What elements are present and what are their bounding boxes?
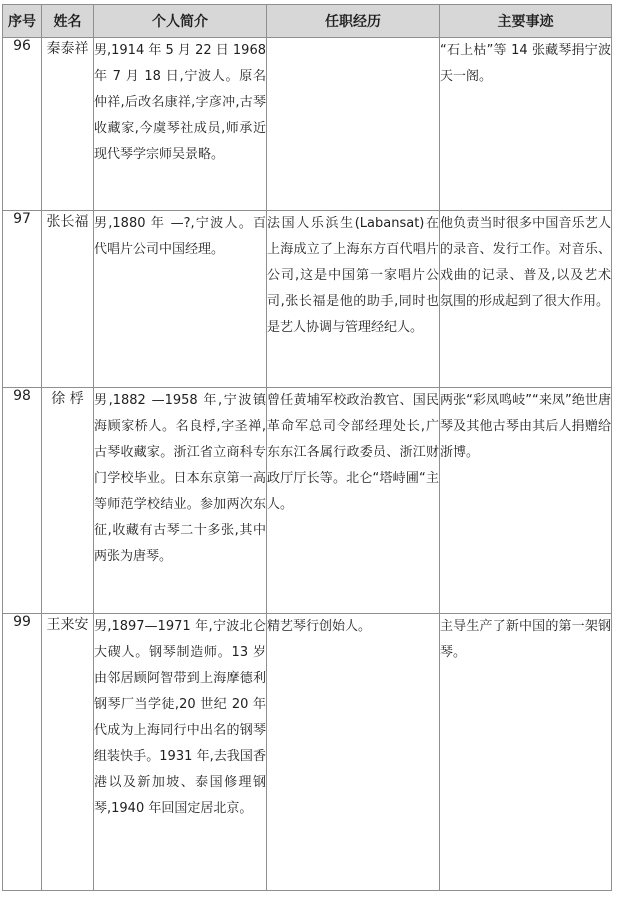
row-num: 97 bbox=[3, 211, 42, 388]
biography-table bbox=[2, 4, 612, 891]
row-deeds: 主导生产了新中国的第一架钢琴。 bbox=[440, 614, 612, 891]
row-profile: 男,1897—1971 年,宁波北仑大碶人。钢琴制造师。13 岁由邻居顾阿智带到上海摩德利钢琴厂当学徒,20 世纪 20 年代成为上海同行中出名的钢琴组装快手。1931 年,去我国香港以及新加坡、泰国修理钢琴,1940 年回国定居北京。 bbox=[94, 614, 267, 891]
row-career bbox=[267, 38, 440, 211]
header-name: 姓名 bbox=[42, 5, 94, 38]
table-row bbox=[3, 38, 612, 211]
row-profile: 男,1914 年 5 月 22 日 1968 年 7 月 18 日,宁波人。原名仲祥,后改名康祥,字彦冲,古琴收藏家,今虞琴社成员,师承近现代琴学宗师吴景略。 bbox=[94, 38, 267, 211]
header-deeds: 主要事迹 bbox=[440, 5, 612, 38]
header-profile: 个人简介 bbox=[94, 5, 267, 38]
row-profile: 男,1880 年 —?,宁波人。百代唱片公司中国经理。 bbox=[94, 211, 267, 388]
row-num: 98 bbox=[3, 388, 42, 614]
row-career: 曾任黄埔军校政治教官、国民革命军总司令部经理处长,广东东江各属行政委员、浙江财政厅厅长等。北仑“塔峙圃“主人。 bbox=[267, 388, 440, 614]
row-deeds: 两张“彩凤鸣岐”“来凤”绝世唐琴及其他古琴由其后人捐赠给浙博。 bbox=[440, 388, 612, 614]
row-career: 法国人乐浜生(Labansat)在上海成立了上海东方百代唱片公司,这是中国第一家唱片公司,张长福是他的助手,同时也是艺人协调与管理经纪人。 bbox=[267, 211, 440, 388]
row-num: 99 bbox=[3, 614, 42, 891]
table-row bbox=[3, 211, 612, 388]
row-name: 徐 桴 bbox=[42, 388, 94, 614]
table-row bbox=[3, 614, 612, 891]
row-name: 张长福 bbox=[42, 211, 94, 388]
header-row bbox=[3, 5, 612, 38]
header-num: 序号 bbox=[3, 5, 42, 38]
row-name: 秦泰祥 bbox=[42, 38, 94, 211]
table-row bbox=[3, 388, 612, 614]
row-num: 96 bbox=[3, 38, 42, 211]
row-deeds: “石上枯”等 14 张藏琴捐宁波天一阁。 bbox=[440, 38, 612, 211]
row-profile: 男,1882 —1958 年,宁波镇海顾家桥人。名良桴,字圣禅,古琴收藏家。浙江省立商科专门学校毕业。日本东京第一高等师范学校结业。参加两次东征,收藏有古琴二十多张,其中两张为唐琴。 bbox=[94, 388, 267, 614]
row-name: 王来安 bbox=[42, 614, 94, 891]
header-career: 任职经历 bbox=[267, 5, 440, 38]
row-deeds: 他负责当时很多中国音乐艺人的录音、发行工作。对音乐、戏曲的记录、普及,以及艺术氛围的形成起到了很大作用。 bbox=[440, 211, 612, 388]
row-career: 精艺琴行创始人。 bbox=[267, 614, 440, 891]
